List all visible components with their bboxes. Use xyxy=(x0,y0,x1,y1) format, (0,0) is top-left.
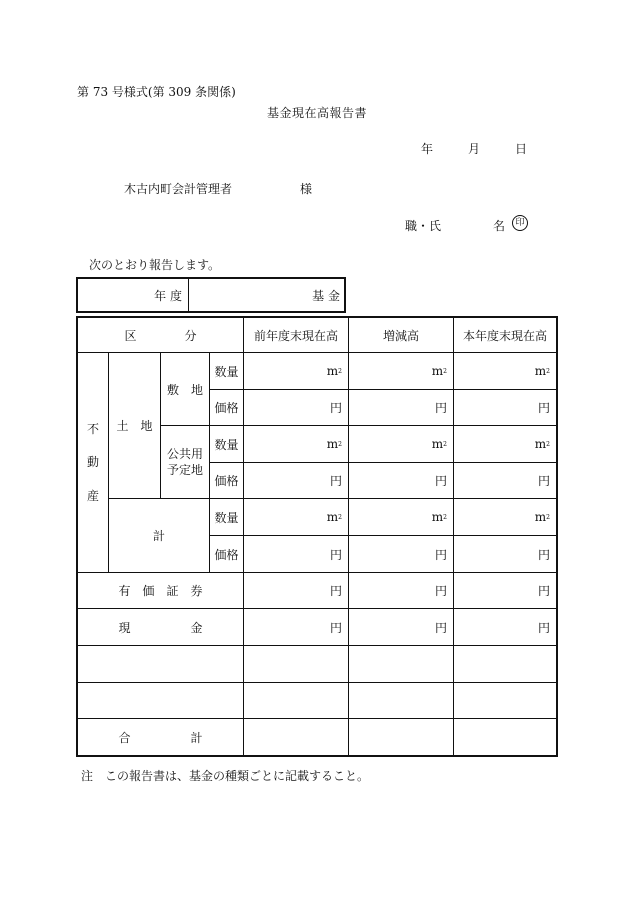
unit-yen: 円 xyxy=(329,401,342,415)
unit-yen: 円 xyxy=(537,547,550,562)
unit-yen: 円 xyxy=(434,620,447,635)
quantity-label: 数量 xyxy=(214,437,239,452)
unit-area: m 2 xyxy=(431,510,447,524)
price-label: 価格 xyxy=(214,474,239,488)
unit-yen: 円 xyxy=(329,584,342,598)
fund-label: 基 金 xyxy=(312,288,340,303)
subtotal-label: 計 xyxy=(152,529,165,543)
cash-label: 現 金 xyxy=(118,620,203,635)
total-label: 合 計 xyxy=(118,730,203,745)
document-title: 基金現在高報告書 xyxy=(267,106,368,120)
unit-yen: 円 xyxy=(434,584,447,598)
footer-note: 注 この報告書は、基金の種類ごとに記載すること。 xyxy=(81,769,370,783)
unit-yen: 円 xyxy=(329,547,342,562)
honorific: 様 xyxy=(300,182,313,196)
price-label: 価格 xyxy=(214,401,239,415)
seal-icon: 印 xyxy=(512,215,528,231)
unit-area: m 2 xyxy=(534,510,550,524)
public-use-line-2: 予定地 xyxy=(166,463,203,477)
public-use-line-1: 公共用 xyxy=(166,446,203,461)
unit-yen: 円 xyxy=(434,474,447,488)
unit-area: m 2 xyxy=(326,364,342,378)
header-change: 増減高 xyxy=(382,328,419,343)
fiscal-year-label: 年 度 xyxy=(154,288,182,303)
price-label: 価格 xyxy=(214,547,239,562)
header-this-year-end: 本年度末現在高 xyxy=(462,328,547,343)
unit-area: m 2 xyxy=(431,364,447,378)
unit-area: m 2 xyxy=(326,510,342,524)
unit-yen: 円 xyxy=(537,584,550,598)
header-division: 区 分 xyxy=(124,328,197,343)
unit-yen: 円 xyxy=(434,401,447,415)
securities-label: 有 価 証 券 xyxy=(118,584,203,598)
site-label: 敷 地 xyxy=(166,382,203,397)
header-prev-year-end: 前年度末現在高 xyxy=(253,328,338,343)
unit-area: m 2 xyxy=(326,437,342,451)
date-year-label: 年 xyxy=(421,142,434,156)
unit-yen: 円 xyxy=(537,401,550,415)
unit-yen: 円 xyxy=(329,474,342,488)
real-estate-label: 不 動 産 xyxy=(86,421,99,503)
signer-label: 職・氏 xyxy=(405,219,442,233)
form-number: 第 73 号様式(第 309 条関係) xyxy=(77,85,236,99)
unit-yen: 円 xyxy=(537,474,550,488)
unit-area: m 2 xyxy=(534,364,550,378)
public-use-planned-land-label xyxy=(161,426,209,498)
unit-area: m 2 xyxy=(431,437,447,451)
date-month-label: 月 xyxy=(468,142,481,156)
unit-yen: 円 xyxy=(329,620,342,635)
unit-area: m 2 xyxy=(534,437,550,451)
intro-text: 次のとおり報告します。 xyxy=(89,258,221,272)
quantity-label: 数量 xyxy=(214,364,239,379)
quantity-label: 数量 xyxy=(214,510,239,525)
unit-yen: 円 xyxy=(434,547,447,562)
unit-yen: 円 xyxy=(537,620,550,635)
fiscal-year-fund-box xyxy=(76,277,346,313)
addressee: 木古内町会計管理者 xyxy=(124,182,233,196)
signer-name-label: 名 xyxy=(493,219,506,233)
report-table xyxy=(76,316,558,757)
date-day-label: 日 xyxy=(515,142,528,156)
land-label: 土 地 xyxy=(116,419,153,433)
